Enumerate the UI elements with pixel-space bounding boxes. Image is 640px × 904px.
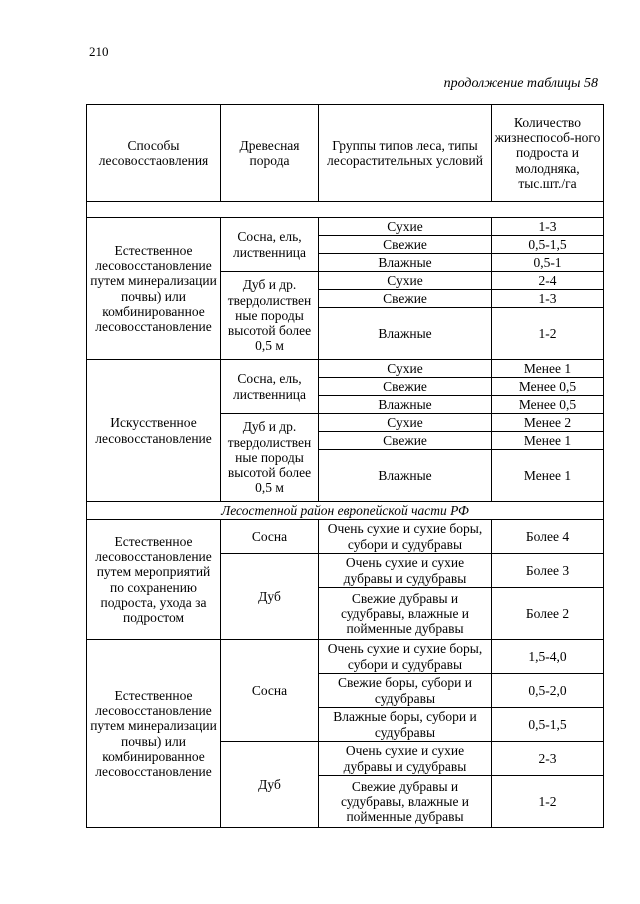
group-cell: Очень сухие и сухие дубравы и судубравы [319,554,492,588]
group-cell: Сухие [319,218,492,236]
group-cell: Влажные боры, субори и судубравы [319,708,492,742]
value-cell: 1-3 [492,218,604,236]
value-cell: 1-2 [492,776,604,828]
group-cell: Свежие дубравы и судубравы, влажные и пойменные дубравы [319,588,492,640]
page-number: 210 [89,44,109,59]
group-cell: Свежие боры, субори и судубравы [319,674,492,708]
value-cell: Менее 1 [492,432,604,450]
group-cell: Свежие [319,378,492,396]
value-cell: Менее 2 [492,414,604,432]
value-cell: Менее 1 [492,450,604,502]
group-cell: Очень сухие и сухие боры, субори и судубравы [319,640,492,674]
species-cell: Дуб и др. твердолиствен ные породы высотой более 0,5 м [221,414,319,502]
forest-regeneration-table [86,104,604,828]
value-cell: 2-4 [492,272,604,290]
group-cell: Очень сухие и сухие дубравы и судубравы [319,742,492,776]
value-cell: 0,5-1,5 [492,236,604,254]
method-cell: Естественное лесовосстановление путем минерализации почвы) или комбинированное лесовосстановление [87,640,221,828]
header-species: Древесная порода [221,105,319,202]
species-cell: Дуб [221,742,319,828]
group-cell: Свежие [319,290,492,308]
section-row [87,502,604,520]
group-cell: Влажные [319,308,492,360]
value-cell: Менее 0,5 [492,378,604,396]
value-cell: Менее 0,5 [492,396,604,414]
value-cell: Более 4 [492,520,604,554]
value-cell: 0,5-2,0 [492,674,604,708]
table-row [87,218,604,236]
group-cell: Влажные [319,450,492,502]
group-cell: Сухие [319,414,492,432]
spacer-cell [87,202,604,218]
group-cell: Сухие [319,360,492,378]
value-cell: 0,5-1,5 [492,708,604,742]
species-cell: Сосна, ель, лиственница [221,360,319,414]
value-cell: 1,5-4,0 [492,640,604,674]
spacer-row [87,202,604,218]
method-cell: Естественное лесовосстановление путем мероприятий по сохранению подроста, ухода за подростом [87,520,221,640]
value-cell: Более 2 [492,588,604,640]
method-cell: Естественное лесовосстановление путем минерализации почвы) или комбинированное лесовосстановление [87,218,221,360]
value-cell: Более 3 [492,554,604,588]
value-cell: 0,5-1 [492,254,604,272]
header-groups: Группы типов леса, типы лесорастительных условий [319,105,492,202]
table-row [87,520,604,554]
species-cell: Сосна [221,640,319,742]
value-cell: 1-2 [492,308,604,360]
value-cell: 2-3 [492,742,604,776]
table-header-row [87,105,604,202]
table-row [87,360,604,378]
group-cell: Свежие дубравы и судубравы, влажные и пойменные дубравы [319,776,492,828]
group-cell: Свежие [319,432,492,450]
group-cell: Влажные [319,254,492,272]
value-cell: 1-3 [492,290,604,308]
header-method: Способы лесовосстаовления [87,105,221,202]
section-title: Лесостепной район европейской части РФ [87,502,604,520]
value-cell: Менее 1 [492,360,604,378]
table-row [87,640,604,674]
species-cell: Дуб [221,554,319,640]
header-quantity: Количество жизнеспособ-ного подроста и молодняка, тыс.шт./га [492,105,604,202]
group-cell: Очень сухие и сухие боры, субори и судубравы [319,520,492,554]
group-cell: Влажные [319,396,492,414]
table-continuation-caption: продолжение таблицы 58 [443,76,598,91]
species-cell: Дуб и др. твердолиствен ные породы высотой более 0,5 м [221,272,319,360]
group-cell: Свежие [319,236,492,254]
species-cell: Сосна [221,520,319,554]
method-cell: Искусственное лесовосстановление [87,360,221,502]
species-cell: Сосна, ель, лиственница [221,218,319,272]
group-cell: Сухие [319,272,492,290]
